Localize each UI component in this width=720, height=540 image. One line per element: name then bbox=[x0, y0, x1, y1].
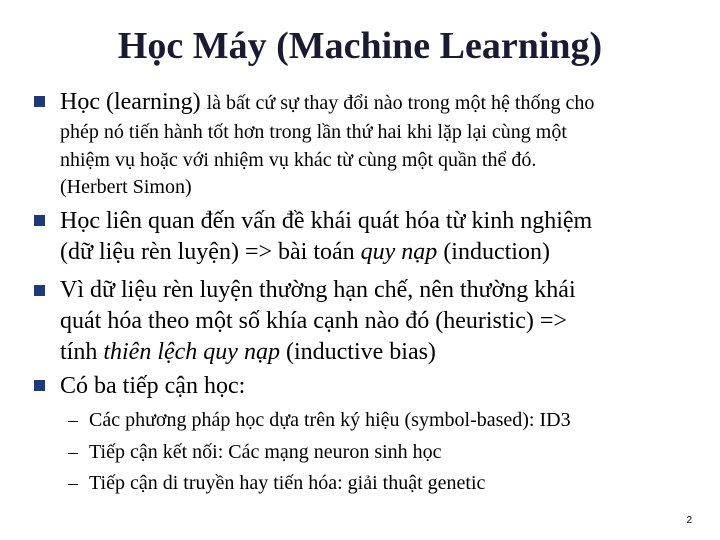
sub-bullet-3: Tiếp cận di truyền hay tiến hóa: giải thuật genetic bbox=[89, 472, 486, 494]
sub-bullet-dash: – bbox=[68, 409, 78, 431]
bullet-1-line-1: Học (learning) là bất cứ sự thay đổi nào trong một hệ thống cho bbox=[60, 89, 595, 115]
bullet-1-line-4: (Herbert Simon) bbox=[60, 176, 192, 198]
bullet-2-line-2: (dữ liệu rèn luyện) => bài toán quy nạp (induction) bbox=[60, 239, 550, 265]
bullet-square-icon bbox=[34, 380, 45, 391]
bullet-3-line-2: quát hóa theo một số khía cạnh nào đó (heuristic) => bbox=[60, 308, 567, 334]
bullet-square-icon bbox=[34, 285, 45, 296]
bullet-3-line-3: tính thiên lệch quy nạp (inductive bias) bbox=[60, 339, 436, 365]
page-number: 2 bbox=[686, 515, 692, 526]
bullet-3-line-1: Vì dữ liệu rèn luyện thường hạn chế, nên thường khái bbox=[60, 277, 576, 303]
sub-bullet-dash: – bbox=[68, 472, 78, 494]
sub-bullet-1: Các phương pháp học dựa trên ký hiệu (symbol-based): ID3 bbox=[89, 409, 571, 431]
slide-title: Học Máy (Machine Learning) bbox=[117, 25, 603, 67]
bullet-1-line-2: phép nó tiến hành tốt hơn trong lần thứ hai khi lặp lại cùng một bbox=[60, 121, 567, 143]
bullet-1-line-3: nhiệm vụ hoặc với nhiệm vụ khác từ cùng một quần thể đó. bbox=[60, 149, 537, 171]
sub-bullet-2: Tiếp cận kết nối: Các mạng neuron sinh học bbox=[89, 441, 442, 463]
bullet-square-icon bbox=[34, 96, 45, 107]
sub-bullet-dash: – bbox=[68, 441, 78, 463]
bullet-4-line-1: Có ba tiếp cận học: bbox=[60, 373, 246, 399]
bullet-2-line-1: Học liên quan đến vấn đề khái quát hóa từ kinh nghiệm bbox=[60, 208, 593, 234]
bullet-square-icon bbox=[34, 215, 45, 226]
